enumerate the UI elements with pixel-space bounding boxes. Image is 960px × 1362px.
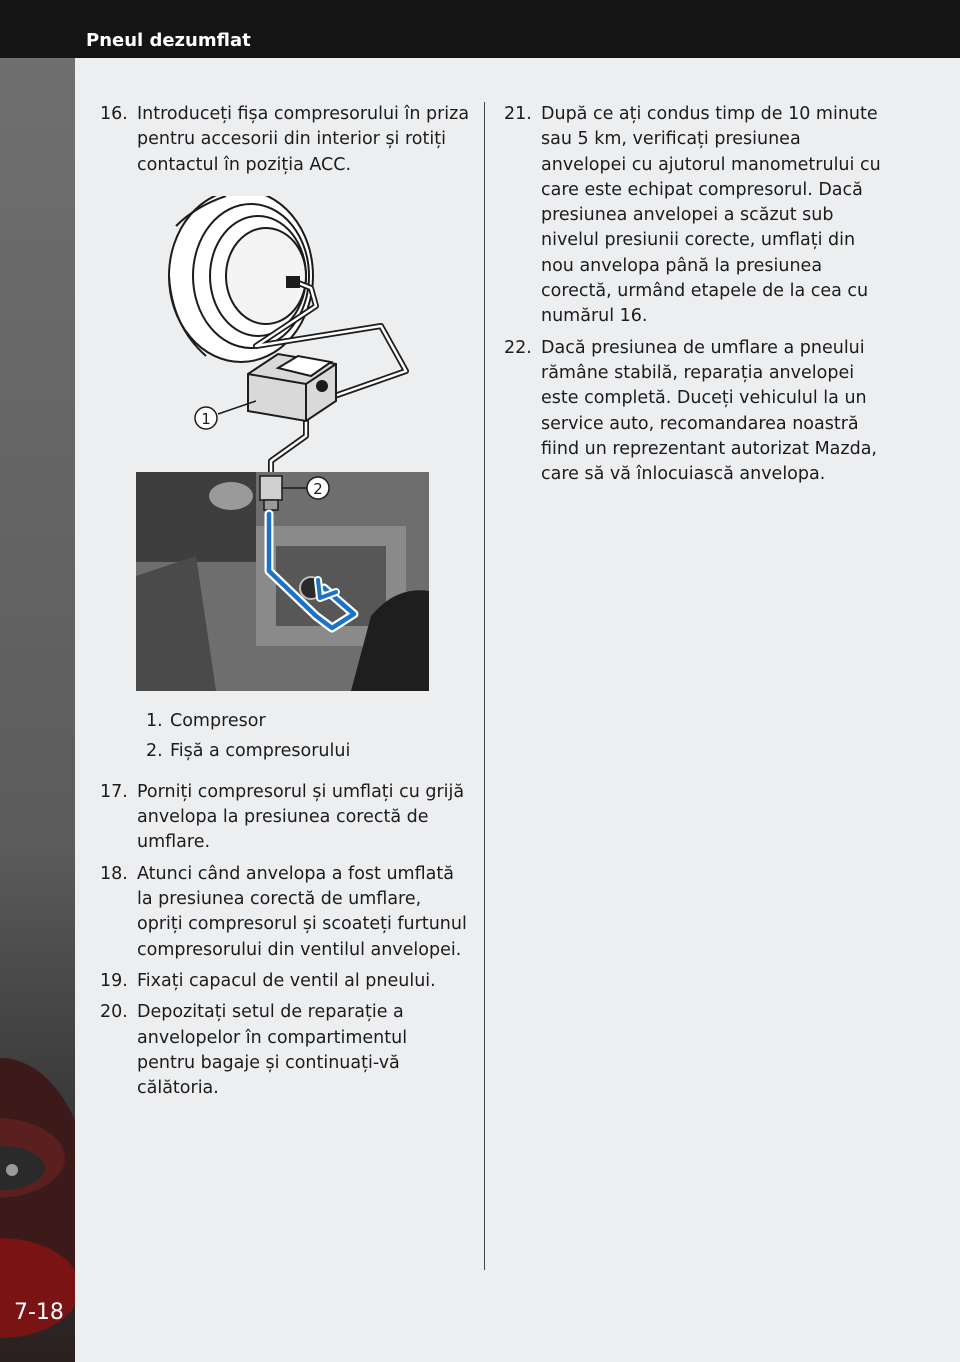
legend-text: Compresor [170,710,266,731]
step-20 [100,1000,470,1101]
step-number: 17. [100,781,128,802]
left-column [100,102,470,1107]
legend-text: Fișă a compresorului [170,740,351,761]
step-text: Porniți compresorul și umflați cu grijă anvelopa la presiunea corectă de umflare. [137,781,465,853]
step-number: 20. [100,1002,128,1023]
step-number: 18. [100,863,128,884]
step-16 [100,102,470,178]
step-18 [100,862,470,963]
figure-legend [146,706,470,766]
step-number: 16. [100,104,128,124]
callout-2-label: 2 [313,479,323,498]
column-divider [484,102,485,1270]
step-17 [100,780,470,856]
step-number: 19. [100,970,128,991]
step-text: Dacă presiunea de umflare a pneului rămâne stabilă, reparația anvelopei este completă. Duceți vehiculul la un service auto, recomandarea noastră fiind un reprezentant autorizat Mazda, care să vă înlocuiască anvelopa. [541,337,877,485]
step-text: După ce ați condus timp de 10 minute sau 5 km, verificați presiunea anvelopei cu ajutorul manometrului cu care este echipat compresorul. Dacă presiunea anvelopei a scăzut sub nivelul presiunii corecte, umflați din nou anvelopa până la presiunea corectă, urmând etapele de la cea cu numărul 16. [541,104,881,327]
page-number: 7-18 [14,1300,64,1325]
legend-item [146,736,470,766]
step-number: 22. [504,337,532,358]
legend-number: 1. [146,710,163,731]
callout-1-label: 1 [201,409,211,428]
step-number: 21. [504,104,532,124]
header-bar [0,0,960,58]
compressor-icon [248,354,336,421]
figure-drawing [136,196,466,706]
step-text: Introduceți fișa compresorului în priza pentru accesorii din interior și rotiți contactul în poziția ACC. [137,104,470,175]
step-22 [504,336,884,488]
step-21 [504,102,884,330]
step-text: Fixați capacul de ventil al pneului. [137,970,436,991]
step-19 [100,969,470,994]
legend-number: 2. [146,740,163,761]
legend-item [146,706,470,736]
sidebar-strip [0,58,75,1362]
step-text: Depozitați setul de reparație a anvelopelor în compartimentul pentru bagaje și continuați-vă călătoria. [137,1002,408,1099]
step-text: Atunci când anvelopa a fost umflată la presiunea corectă de umflare, opriți compresorul și scoateți furtunul compresorului din ventilul anvelopei. [137,863,467,960]
section-title: Pneul dezumflat [86,30,251,51]
compressor-illustration [136,196,466,706]
right-column [504,102,884,493]
plug-icon [260,476,282,510]
